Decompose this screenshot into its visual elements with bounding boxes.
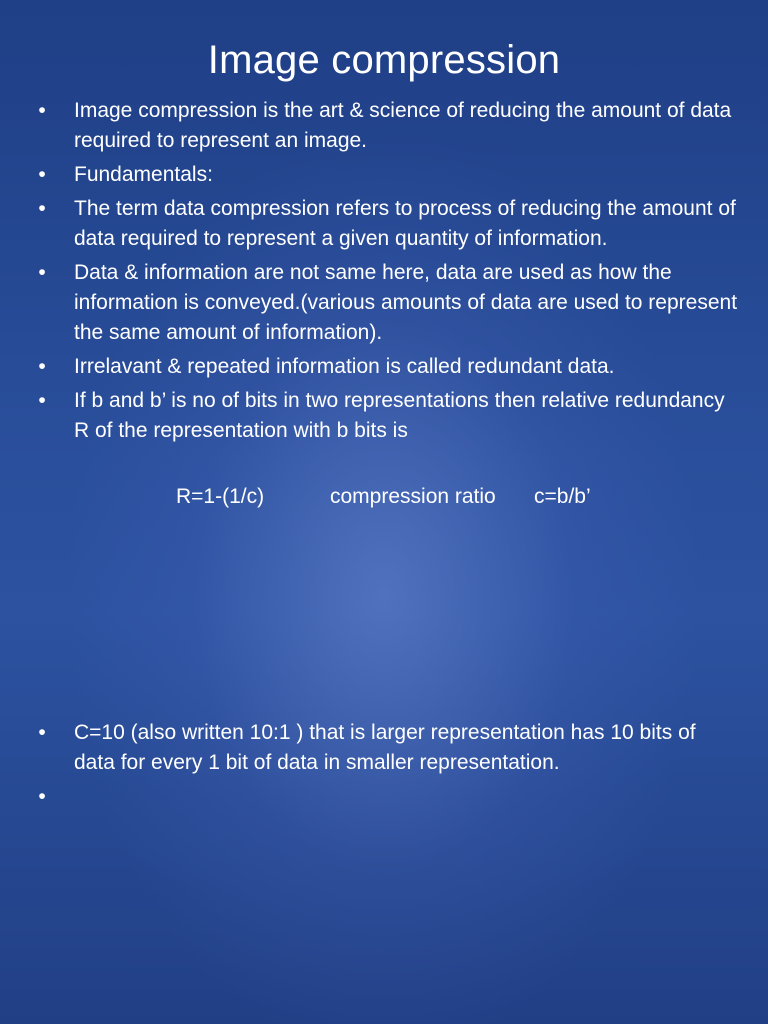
bullet-icon: • — [38, 99, 46, 122]
bullet-text: The term data compression refers to process of reducing the amount of data required to represent a given quantity of information. — [74, 197, 736, 250]
bullet-item — [30, 258, 740, 348]
bullet-item — [30, 352, 740, 382]
bullet-icon: • — [38, 355, 46, 378]
bullet-text: Fundamentals: — [74, 163, 213, 186]
bullet-text: Data & information are not same here, data are used as how the information is conveyed.(various amounts of data are used to represent the same amount of information). — [74, 261, 738, 344]
bullet-item — [30, 386, 740, 446]
bullet-list — [30, 96, 740, 450]
bullet-icon: • — [38, 785, 46, 808]
bullet-icon: • — [38, 197, 46, 220]
bullet-icon: • — [38, 389, 46, 412]
formula-relative-redundancy: R=1-(1/c) — [176, 485, 265, 508]
bullet-icon: • — [38, 163, 46, 186]
bullet-item — [30, 160, 740, 190]
bullet-item — [30, 718, 740, 778]
bullet-text: C=10 (also written 10:1 ) that is larger representation has 10 bits of data for every 1 bit of data in smaller representation. — [74, 721, 696, 774]
bullet-item — [30, 194, 740, 254]
slide-title: Image compression — [207, 38, 561, 82]
bullet-item — [30, 96, 740, 156]
formula-compression-ratio: c=b/b’ — [534, 485, 591, 508]
bullet-icon: • — [38, 261, 46, 284]
bullet-text: Image compression is the art & science of reducing the amount of data required to represent an image. — [74, 99, 732, 152]
bullet-text: If b and b’ is no of bits in two representations then relative redundancy R of the representation with b bits is — [74, 389, 725, 442]
bullet-icon: • — [38, 721, 46, 744]
formula-ratio-label: compression ratio — [330, 485, 496, 508]
bullet-text: Irrelavant & repeated information is called redundant data. — [74, 355, 615, 378]
bottom-bullet-list — [30, 718, 740, 808]
